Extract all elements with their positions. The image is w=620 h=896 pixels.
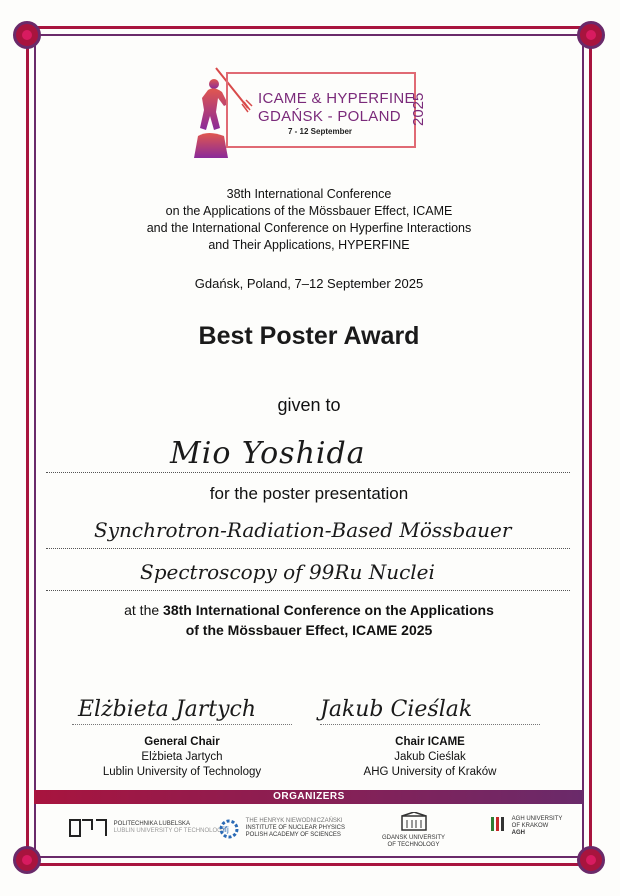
organizer-name: INSTITUTE OF NUCLEAR PHYSICS bbox=[245, 825, 346, 831]
logo-line-2: GDAŃSK - POLAND bbox=[258, 108, 401, 125]
organizer-name: POLITECHNIKA LUBELSKA bbox=[113, 821, 191, 827]
organizers-bar: ORGANIZERS bbox=[34, 790, 584, 804]
conference-line-3: and the International Conference on Hyperfine Interactions bbox=[146, 221, 472, 235]
conference-reference bbox=[34, 600, 584, 640]
corner-ornament-top-left bbox=[13, 21, 41, 49]
signature-line-2 bbox=[320, 724, 540, 725]
given-to-label: given to bbox=[277, 395, 341, 415]
poster-title-underline-1 bbox=[46, 548, 570, 549]
at-bold-line-2: of the Mössbauer Effect, ICAME 2025 bbox=[185, 622, 433, 638]
organizer-sub: LUBLIN UNIVERSITY OF TECHNOLOGY bbox=[113, 828, 226, 834]
svg-text:ifj: ifj bbox=[223, 824, 229, 834]
chair-role: Chair ICAME bbox=[395, 736, 465, 748]
signature-line-1 bbox=[72, 724, 292, 725]
chair-name: Elżbieta Jartych bbox=[141, 751, 223, 763]
agh-logo-icon bbox=[490, 815, 506, 837]
poster-title-underline-2 bbox=[46, 590, 570, 591]
organizer-gdansk-tech bbox=[382, 812, 445, 849]
conference-line-1: 38th International Conference bbox=[226, 187, 392, 201]
organizer-sub: OF TECHNOLOGY bbox=[387, 842, 440, 848]
award-title: Best Poster Award bbox=[198, 322, 420, 350]
conference-title bbox=[34, 186, 584, 254]
logo-year: 2025 bbox=[410, 92, 427, 126]
recipient-name: Mio Yoshida bbox=[170, 436, 366, 471]
at-bold-line-1: 38th International Conference on the Applications bbox=[163, 602, 494, 618]
conference-line-2: on the Applications of the Mössbauer Effect, ICAME bbox=[165, 204, 453, 218]
signature-general-chair: Elżbieta Jartych bbox=[78, 697, 256, 722]
poster-title-line-1: Synchrotron-Radiation-Based Mössbauer bbox=[94, 518, 512, 542]
organizer-agh bbox=[490, 815, 562, 837]
general-chair-block bbox=[72, 735, 292, 780]
organizer-tag: AGH bbox=[511, 829, 526, 836]
signature-chair-icame: Jakub Cieślak bbox=[320, 697, 473, 722]
corner-ornament-bottom-left bbox=[13, 846, 41, 874]
organizer-politechnika-lubelska bbox=[68, 818, 226, 838]
organizer-sub: POLISH ACADEMY OF SCIENCES bbox=[245, 832, 341, 838]
organizer-name: GDANSK UNIVERSITY bbox=[382, 835, 446, 841]
corner-ornament-bottom-right bbox=[577, 846, 605, 874]
corner-ornament-top-right bbox=[577, 21, 605, 49]
chair-name: Jakub Cieślak bbox=[394, 751, 466, 763]
icame-chair-block bbox=[320, 735, 540, 780]
logo-dates: 7 - 12 September bbox=[288, 127, 353, 136]
organizer-ifj-pan bbox=[218, 818, 345, 839]
organizer-name: AGH UNIVERSITY bbox=[511, 815, 563, 822]
conference-line-4: and Their Applications, HYPERFINE bbox=[208, 238, 410, 252]
chair-role: General Chair bbox=[144, 736, 220, 748]
recipient-underline bbox=[46, 472, 570, 473]
poster-title-line-2: Spectroscopy of 99Ru Nuclei bbox=[140, 560, 435, 584]
ifj-logo-icon bbox=[218, 819, 240, 839]
at-prefix: at the bbox=[124, 602, 164, 618]
for-presentation-label: for the poster presentation bbox=[209, 484, 409, 503]
place-date: Gdańsk, Poland, 7–12 September 2025 bbox=[194, 276, 424, 291]
logo-line-1: ICAME & HYPERFINE bbox=[258, 90, 415, 107]
gdansk-university-logo-icon bbox=[399, 812, 429, 832]
chair-affiliation: Lublin University of Technology bbox=[102, 766, 262, 778]
chair-affiliation: AHG University of Kraków bbox=[363, 766, 497, 778]
organizer-sub: OF KRAKOW bbox=[511, 822, 549, 829]
politechnika-lubelska-logo-icon bbox=[68, 818, 108, 838]
organizer-pre: THE HENRYK NIEWODNICZAŃSKI bbox=[245, 818, 343, 824]
